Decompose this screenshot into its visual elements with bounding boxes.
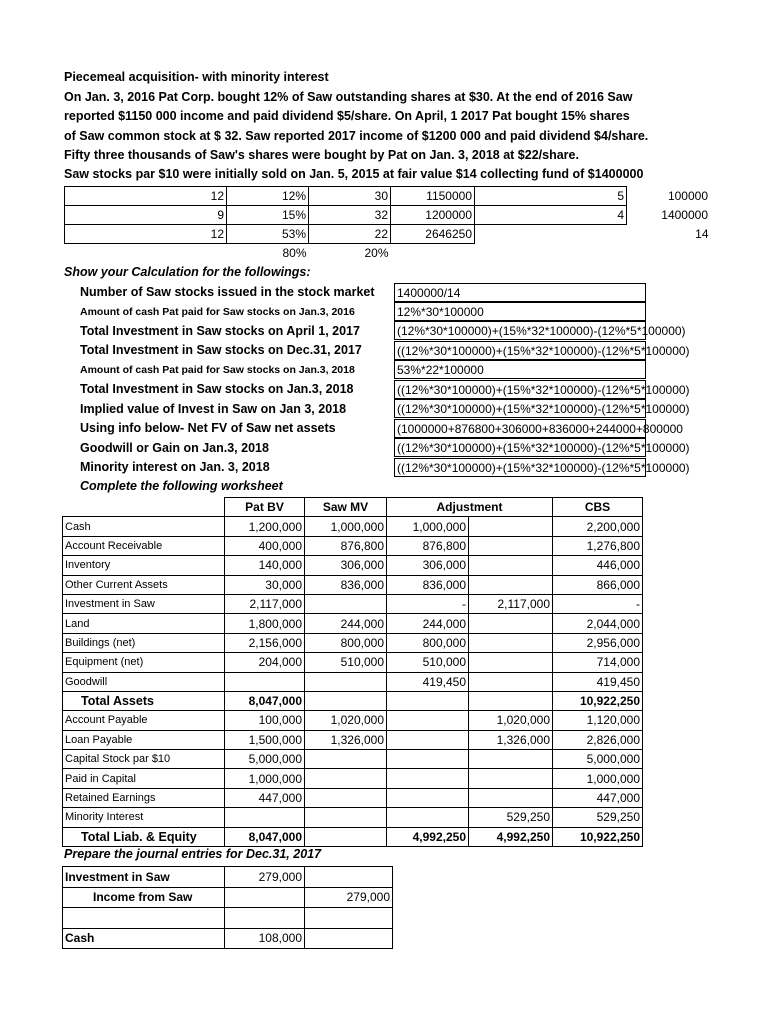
worksheet-value-cell[interactable]: 1,020,000 bbox=[469, 711, 553, 730]
summary-cell: 20% bbox=[364, 246, 389, 260]
worksheet-value-cell[interactable]: 1,500,000 bbox=[225, 730, 305, 749]
calc-formula-field[interactable]: ((12%*30*100000)+(15%*32*100000)-(12%*5*100000) bbox=[394, 380, 646, 399]
journal-credit[interactable] bbox=[305, 908, 393, 929]
problem-line-5: Saw stocks par $10 were initially sold on Jan. 5, 2015 at fair value $14 collecting fund of $1400000 bbox=[64, 167, 644, 181]
summary-cell: 5 bbox=[475, 187, 627, 206]
worksheet-account-label: Total Assets bbox=[63, 691, 225, 710]
calc-formula-field[interactable]: 12%*30*100000 bbox=[394, 302, 646, 321]
worksheet-value-cell[interactable]: 876,800 bbox=[387, 536, 469, 555]
worksheet-value-cell[interactable]: 419,450 bbox=[553, 672, 643, 691]
summary-cell bbox=[627, 244, 711, 263]
worksheet-row bbox=[63, 769, 643, 788]
problem-line-3: of Saw common stock at $ 32. Saw reported 2017 income of $1200 000 and paid dividend $4/share. bbox=[64, 129, 649, 143]
worksheet-value-cell[interactable]: 100,000 bbox=[225, 711, 305, 730]
worksheet-account-label: Investment in Saw bbox=[63, 594, 225, 613]
worksheet-value-cell[interactable]: 244,000 bbox=[387, 614, 469, 633]
worksheet-value-cell[interactable]: 2,117,000 bbox=[225, 594, 305, 613]
journal-row bbox=[63, 928, 393, 949]
worksheet-value-cell[interactable]: 8,047,000 bbox=[225, 827, 305, 846]
summary-cell: 100000 bbox=[667, 189, 708, 203]
summary-table bbox=[64, 186, 711, 262]
worksheet-value-cell[interactable]: 306,000 bbox=[305, 556, 387, 575]
worksheet-row bbox=[63, 536, 643, 555]
worksheet-value-cell[interactable] bbox=[469, 614, 553, 633]
worksheet-value-cell[interactable]: - bbox=[387, 594, 469, 613]
journal-heading: Prepare the journal entries for Dec.31, 2017 bbox=[64, 847, 322, 861]
summary-cell: 4 bbox=[475, 206, 627, 225]
worksheet-value-cell[interactable] bbox=[469, 633, 553, 652]
worksheet-value-cell[interactable] bbox=[387, 788, 469, 807]
worksheet-value-cell[interactable]: 140,000 bbox=[225, 556, 305, 575]
journal-credit[interactable] bbox=[305, 867, 393, 888]
journal-row bbox=[63, 867, 393, 888]
worksheet-value-cell[interactable] bbox=[469, 556, 553, 575]
worksheet-account-label: Total Liab. & Equity bbox=[63, 827, 225, 846]
summary-cell: 9 bbox=[65, 206, 227, 225]
worksheet-row bbox=[63, 827, 643, 846]
worksheet-value-cell[interactable] bbox=[305, 672, 387, 691]
worksheet-account-label: Paid in Capital bbox=[63, 769, 225, 788]
journal-account bbox=[63, 908, 225, 929]
worksheet-value-cell[interactable] bbox=[469, 536, 553, 555]
summary-cell: 1150000 bbox=[391, 187, 475, 206]
summary-cell: 2646250 bbox=[391, 225, 475, 244]
worksheet-header-cell: Pat BV bbox=[225, 498, 305, 517]
calc-formula-field[interactable]: 1400000/14 bbox=[394, 283, 646, 302]
worksheet-value-cell[interactable]: 4,992,250 bbox=[387, 827, 469, 846]
worksheet-account-label: Account Receivable bbox=[63, 536, 225, 555]
worksheet-account-label: Retained Earnings bbox=[63, 788, 225, 807]
summary-cell bbox=[475, 244, 627, 263]
summary-row bbox=[65, 206, 711, 225]
worksheet-value-cell[interactable]: 1,120,000 bbox=[553, 711, 643, 730]
calc-label: Total Investment in Saw stocks on April 1, 2017 bbox=[80, 324, 360, 338]
worksheet-value-cell[interactable]: 1,800,000 bbox=[225, 614, 305, 633]
calc-label: Amount of cash Pat paid for Saw stocks on Jan.3, 2016 bbox=[80, 306, 355, 318]
problem-line-2: reported $1150 000 income and paid dividend $5/share. On April, 1 2017 Pat bought 15% shares bbox=[64, 109, 630, 123]
summary-row bbox=[65, 187, 711, 206]
worksheet-value-cell[interactable]: 204,000 bbox=[225, 653, 305, 672]
worksheet-account-label: Equipment (net) bbox=[63, 653, 225, 672]
worksheet-value-cell[interactable]: 529,250 bbox=[469, 808, 553, 827]
calc-label: Number of Saw stocks issued in the stock market bbox=[80, 285, 375, 299]
worksheet-value-cell[interactable]: 529,250 bbox=[553, 808, 643, 827]
journal-account: Income from Saw bbox=[63, 887, 225, 908]
worksheet-value-cell[interactable]: 510,000 bbox=[387, 653, 469, 672]
worksheet-value-cell[interactable] bbox=[305, 808, 387, 827]
worksheet-account-label: Account Payable bbox=[63, 711, 225, 730]
calc-formula-field[interactable]: 53%*22*100000 bbox=[394, 360, 646, 379]
journal-table bbox=[62, 866, 393, 949]
summary-cell: 53% bbox=[227, 225, 309, 244]
worksheet-value-cell[interactable]: 306,000 bbox=[387, 556, 469, 575]
worksheet-value-cell[interactable] bbox=[387, 730, 469, 749]
worksheet-row bbox=[63, 633, 643, 652]
worksheet-value-cell[interactable]: 10,922,250 bbox=[553, 691, 643, 710]
worksheet-value-cell[interactable]: 836,000 bbox=[305, 575, 387, 594]
journal-account: Cash bbox=[63, 928, 225, 949]
worksheet-header-cell: CBS bbox=[553, 498, 643, 517]
calc-label: Using info below- Net FV of Saw net assets bbox=[80, 421, 336, 435]
worksheet-account-label: Minority Interest bbox=[63, 808, 225, 827]
worksheet-value-cell[interactable]: 800,000 bbox=[387, 633, 469, 652]
worksheet-value-cell[interactable]: 4,992,250 bbox=[469, 827, 553, 846]
worksheet-value-cell[interactable]: 244,000 bbox=[305, 614, 387, 633]
worksheet-account-label: Land bbox=[63, 614, 225, 633]
worksheet-value-cell[interactable]: 10,922,250 bbox=[553, 827, 643, 846]
worksheet-value-cell[interactable] bbox=[469, 691, 553, 710]
worksheet-table bbox=[62, 497, 643, 847]
worksheet-value-cell[interactable] bbox=[225, 808, 305, 827]
worksheet-row bbox=[63, 730, 643, 749]
journal-debit[interactable]: 108,000 bbox=[225, 928, 305, 949]
summary-cell: 1200000 bbox=[391, 206, 475, 225]
calc-formula-field[interactable]: (1000000+876800+306000+836000+244000+800000 bbox=[394, 419, 646, 438]
problem-line-4: Fifty three thousands of Saw's shares were bought by Pat on Jan. 3, 2018 at $22/share. bbox=[64, 148, 579, 162]
calc-formula-field[interactable]: (12%*30*100000)+(15%*32*100000)-(12%*5*100000) bbox=[394, 321, 646, 340]
worksheet-value-cell[interactable]: 2,117,000 bbox=[469, 594, 553, 613]
summary-cell: 32 bbox=[309, 206, 391, 225]
worksheet-value-cell[interactable]: 836,000 bbox=[387, 575, 469, 594]
worksheet-row bbox=[63, 575, 643, 594]
calculations-heading: Show your Calculation for the followings: bbox=[64, 265, 311, 279]
worksheet-value-cell[interactable]: 876,800 bbox=[305, 536, 387, 555]
worksheet-value-cell[interactable]: 2,044,000 bbox=[553, 614, 643, 633]
worksheet-value-cell[interactable]: 510,000 bbox=[305, 653, 387, 672]
problem-line-1: On Jan. 3, 2016 Pat Corp. bought 12% of Saw outstanding shares at $30. At the end of 2016 Saw bbox=[64, 90, 633, 104]
summary-cell bbox=[391, 244, 475, 263]
calc-label: Implied value of Invest in Saw on Jan 3, 2018 bbox=[80, 402, 347, 416]
worksheet-value-cell[interactable] bbox=[469, 575, 553, 594]
summary-cell: 12 bbox=[65, 187, 227, 206]
worksheet-row bbox=[63, 653, 643, 672]
calc-label: Goodwill or Gain on Jan.3, 2018 bbox=[80, 441, 269, 455]
worksheet-account-label: Loan Payable bbox=[63, 730, 225, 749]
worksheet-value-cell[interactable] bbox=[469, 750, 553, 769]
summary-cell: 12% bbox=[227, 187, 309, 206]
summary-cell: 12 bbox=[65, 225, 227, 244]
summary-cell: 14 bbox=[695, 227, 709, 241]
worksheet-header-row bbox=[63, 498, 643, 517]
worksheet-value-cell[interactable] bbox=[469, 788, 553, 807]
worksheet-value-cell[interactable]: 419,450 bbox=[387, 672, 469, 691]
worksheet-value-cell[interactable] bbox=[387, 691, 469, 710]
worksheet-row bbox=[63, 517, 643, 536]
problem-title: Piecemeal acquisition- with minority interest bbox=[64, 70, 329, 84]
worksheet-value-cell[interactable]: 714,000 bbox=[553, 653, 643, 672]
summary-row bbox=[65, 244, 711, 263]
summary-cell: 80% bbox=[282, 246, 307, 260]
calc-label: Amount of cash Pat paid for Saw stocks on Jan.3, 2018 bbox=[80, 364, 355, 376]
worksheet-value-cell[interactable] bbox=[469, 672, 553, 691]
worksheet-row bbox=[63, 750, 643, 769]
worksheet-value-cell[interactable] bbox=[469, 517, 553, 536]
worksheet-account-label: Other Current Assets bbox=[63, 575, 225, 594]
journal-debit[interactable] bbox=[225, 908, 305, 929]
worksheet-value-cell[interactable]: 5,000,000 bbox=[225, 750, 305, 769]
summary-cell: 15% bbox=[227, 206, 309, 225]
worksheet-row bbox=[63, 614, 643, 633]
worksheet-value-cell[interactable] bbox=[387, 711, 469, 730]
worksheet-value-cell[interactable] bbox=[469, 769, 553, 788]
worksheet-account-label: Inventory bbox=[63, 556, 225, 575]
worksheet-value-cell[interactable] bbox=[305, 750, 387, 769]
worksheet-value-cell[interactable] bbox=[305, 594, 387, 613]
calc-label: Total Investment in Saw stocks on Dec.31, 2017 bbox=[80, 343, 362, 357]
calc-formula-field[interactable]: ((12%*30*100000)+(15%*32*100000)-(12%*5*100000) bbox=[394, 458, 646, 477]
worksheet-value-cell[interactable]: 1,000,000 bbox=[225, 769, 305, 788]
worksheet-row bbox=[63, 788, 643, 807]
worksheet-value-cell[interactable]: 866,000 bbox=[553, 575, 643, 594]
summary-row bbox=[65, 225, 711, 244]
worksheet-value-cell[interactable]: 800,000 bbox=[305, 633, 387, 652]
journal-account: Investment in Saw bbox=[63, 867, 225, 888]
worksheet-header-cell bbox=[63, 498, 225, 517]
worksheet-value-cell[interactable]: 1,000,000 bbox=[553, 769, 643, 788]
worksheet-account-label: Capital Stock par $10 bbox=[63, 750, 225, 769]
worksheet-row bbox=[63, 672, 643, 691]
summary-cell: 22 bbox=[309, 225, 391, 244]
worksheet-value-cell[interactable]: - bbox=[553, 594, 643, 613]
calc-formula-field[interactable]: ((12%*30*100000)+(15%*32*100000)-(12%*5*100000) bbox=[394, 341, 646, 360]
worksheet-row bbox=[63, 556, 643, 575]
worksheet-value-cell[interactable] bbox=[469, 653, 553, 672]
worksheet-value-cell[interactable] bbox=[305, 788, 387, 807]
worksheet-row bbox=[63, 691, 643, 710]
journal-row bbox=[63, 887, 393, 908]
summary-cell: 1400000 bbox=[661, 208, 708, 222]
worksheet-value-cell[interactable]: 2,826,000 bbox=[553, 730, 643, 749]
summary-cell: 30 bbox=[309, 187, 391, 206]
worksheet-value-cell[interactable]: 2,200,000 bbox=[553, 517, 643, 536]
worksheet-value-cell[interactable]: 400,000 bbox=[225, 536, 305, 555]
worksheet-header-cell: Saw MV bbox=[305, 498, 387, 517]
worksheet-row bbox=[63, 711, 643, 730]
worksheet-row bbox=[63, 808, 643, 827]
worksheet-value-cell[interactable]: 1,000,000 bbox=[387, 517, 469, 536]
journal-debit[interactable] bbox=[225, 887, 305, 908]
summary-cell bbox=[475, 225, 627, 244]
summary-cell bbox=[65, 244, 227, 263]
worksheet-value-cell[interactable]: 2,956,000 bbox=[553, 633, 643, 652]
worksheet-account-label: Buildings (net) bbox=[63, 633, 225, 652]
journal-row bbox=[63, 908, 393, 929]
worksheet-value-cell[interactable] bbox=[387, 808, 469, 827]
calc-label: Total Investment in Saw stocks on Jan.3, 2018 bbox=[80, 382, 354, 396]
worksheet-value-cell[interactable]: 447,000 bbox=[225, 788, 305, 807]
calc-formula-field[interactable]: ((12%*30*100000)+(15%*32*100000)-(12%*5*100000) bbox=[394, 438, 646, 457]
worksheet-value-cell[interactable]: 1,326,000 bbox=[305, 730, 387, 749]
calc-label: Minority interest on Jan. 3, 2018 bbox=[80, 460, 270, 474]
worksheet-value-cell[interactable] bbox=[387, 750, 469, 769]
worksheet-value-cell[interactable] bbox=[305, 769, 387, 788]
worksheet-value-cell[interactable] bbox=[225, 672, 305, 691]
worksheet-value-cell[interactable] bbox=[387, 769, 469, 788]
worksheet-value-cell[interactable]: 1,020,000 bbox=[305, 711, 387, 730]
worksheet-value-cell[interactable]: 1,276,800 bbox=[553, 536, 643, 555]
worksheet-value-cell[interactable]: 8,047,000 bbox=[225, 691, 305, 710]
worksheet-value-cell[interactable] bbox=[305, 691, 387, 710]
journal-debit[interactable]: 279,000 bbox=[225, 867, 305, 888]
worksheet-value-cell[interactable]: 5,000,000 bbox=[553, 750, 643, 769]
journal-credit[interactable] bbox=[305, 928, 393, 949]
worksheet-account-label: Goodwill bbox=[63, 672, 225, 691]
worksheet-value-cell[interactable]: 446,000 bbox=[553, 556, 643, 575]
worksheet-row bbox=[63, 594, 643, 613]
worksheet-value-cell[interactable]: 447,000 bbox=[553, 788, 643, 807]
worksheet-value-cell[interactable]: 1,000,000 bbox=[305, 517, 387, 536]
worksheet-value-cell[interactable]: 1,326,000 bbox=[469, 730, 553, 749]
worksheet-value-cell[interactable] bbox=[305, 827, 387, 846]
worksheet-header-cell: Adjustment bbox=[387, 498, 553, 517]
worksheet-value-cell[interactable]: 2,156,000 bbox=[225, 633, 305, 652]
calc-formula-field[interactable]: ((12%*30*100000)+(15%*32*100000)-(12%*5*100000) bbox=[394, 399, 646, 418]
worksheet-value-cell[interactable]: 1,200,000 bbox=[225, 517, 305, 536]
worksheet-value-cell[interactable]: 30,000 bbox=[225, 575, 305, 594]
worksheet-account-label: Cash bbox=[63, 517, 225, 536]
worksheet-heading: Complete the following worksheet bbox=[80, 479, 283, 493]
journal-credit[interactable]: 279,000 bbox=[305, 887, 393, 908]
